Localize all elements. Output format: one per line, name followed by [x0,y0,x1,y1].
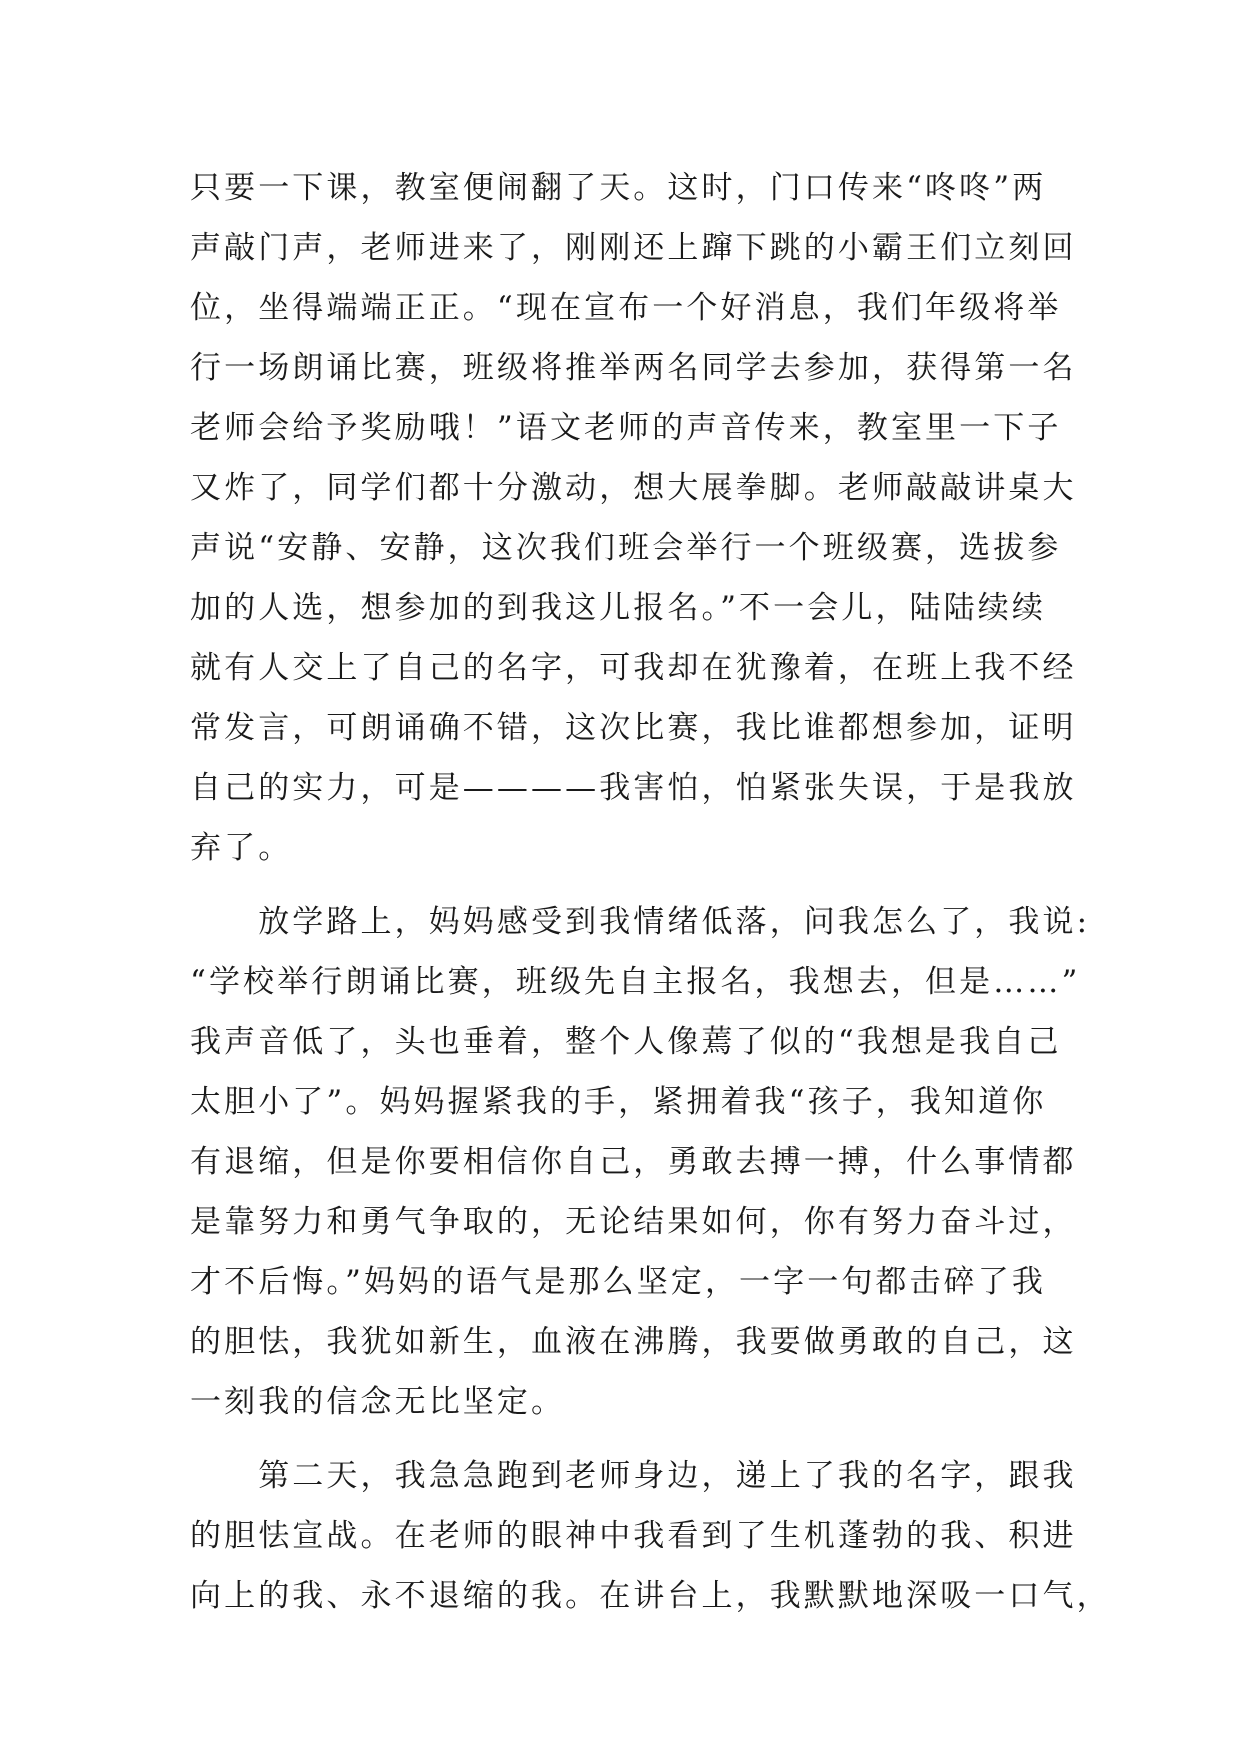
text-line: 老师会给予奖励哦！”语文老师的声音传来，教室里一下子 [190,410,1062,446]
text-line: 就有人交上了自己的名字，可我却在犹豫着，在班上我不经 [190,650,1077,686]
text-line: 才不后悔。”妈妈的语气是那么坚定，一字一句都击碎了我 [190,1264,1046,1300]
text-line: 声敲门声，老师进来了，刚刚还上蹿下跳的小霸王们立刻回 [190,230,1077,266]
text-line: 加的人选，想参加的到我这儿报名。”不一会儿，陆陆续续 [190,590,1046,626]
text-line: 行一场朗诵比赛，班级将推举两名同学去参加，获得第一名 [190,350,1077,386]
text-line: 一刻我的信念无比坚定。 [190,1384,566,1420]
text-line: 位，坐得端端正正。“现在宣布一个好消息，我们年级将举 [190,290,1062,326]
text-line: 太胆小了”。妈妈握紧我的手，紧拥着我“孩子，我知道你 [190,1084,1047,1120]
text-line: 第二天，我急急跑到老师身边，递上了我的名字，跟我 [190,1458,1077,1494]
paragraph-3 [190,1446,1111,1626]
text-line: 的胆怯宣战。在老师的眼神中我看到了生机蓬勃的我、积进 [190,1518,1077,1554]
text-line: 是靠努力和勇气争取的，无论结果如何，你有努力奋斗过， [190,1204,1077,1240]
text-line: 声说“安静、安静，这次我们班会举行一个班级赛，选拔参 [190,530,1062,566]
text-line: 弃了。 [190,830,293,866]
text-line: 向上的我、永不退缩的我。在讲台上，我默默地深吸一口气， [190,1578,1111,1614]
essay-body [190,158,1111,1626]
text-line: 又炸了，同学们都十分激动，想大展拳脚。老师敲敲讲桌大 [190,470,1077,506]
text-line: 常发言，可朗诵确不错，这次比赛，我比谁都想参加，证明 [190,710,1077,746]
text-line: 放学路上，妈妈感受到我情绪低落，问我怎么了，我说: [190,904,1091,940]
text-line: 只要一下课，教室便闹翻了天。这时，门口传来“咚咚”两 [190,170,1047,206]
text-line: 的胆怯，我犹如新生，血液在沸腾，我要做勇敢的自己，这 [190,1324,1077,1360]
text-line: 我声音低了，头也垂着，整个人像蔫了似的“我想是我自己 [190,1024,1062,1060]
paragraph-spacing [190,878,1070,892]
text-line: 自己的实力，可是————我害怕，怕紧张失误，于是我放 [190,770,1077,806]
text-line: 有退缩，但是你要相信你自己，勇敢去搏一搏，什么事情都 [190,1144,1077,1180]
paragraph-2 [190,892,1091,1432]
paragraph-spacing [190,1432,1070,1446]
paragraph-1 [190,158,1077,878]
text-line: “学校举行朗诵比赛，班级先自主报名，我想去，但是……” [190,964,1081,1000]
